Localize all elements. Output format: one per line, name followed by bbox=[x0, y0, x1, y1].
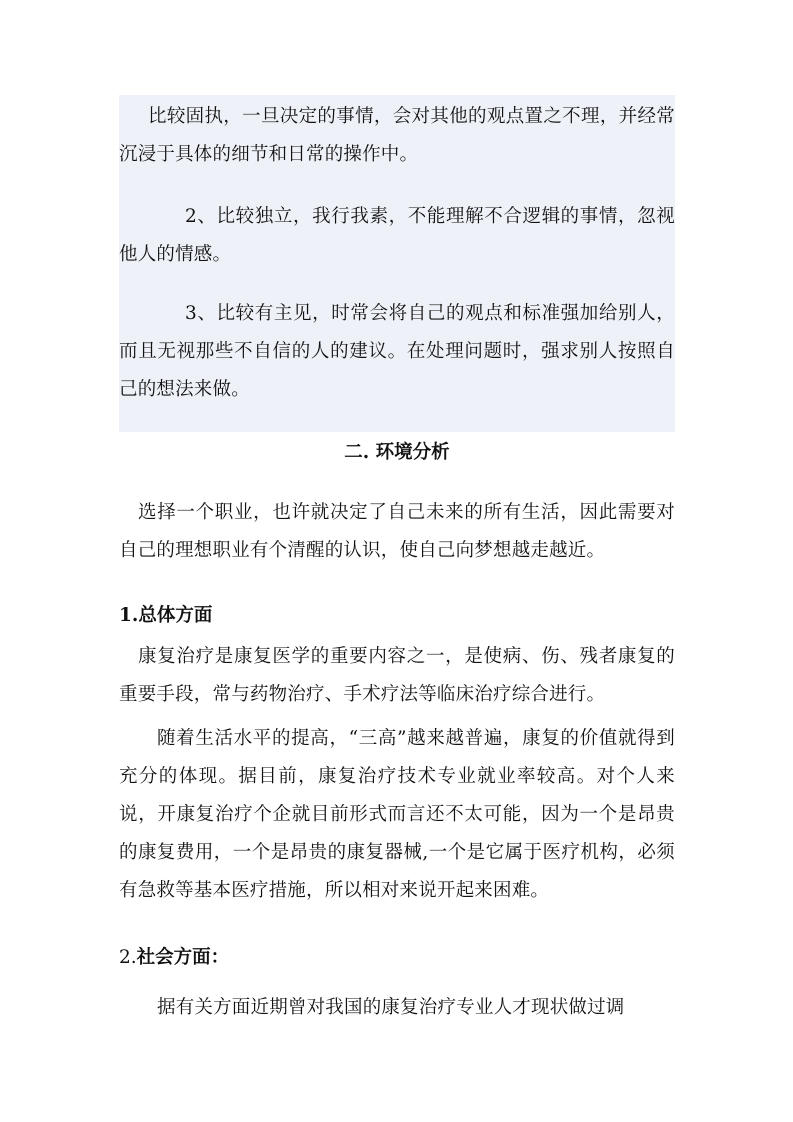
subsection-title: 社会方面： bbox=[136, 947, 230, 968]
subsection-heading-overall: 1.总体方面 bbox=[119, 605, 213, 626]
paragraph-stubborn: 比较固执，一旦决定的事情，会对其他的观点置之不理，并经常沉浸于具体的细节和日常的操作中。 bbox=[119, 106, 675, 165]
intro-paragraph: 选择一个职业，也许就决定了自己未来的所有生活，因此需要对自己的理想职业有个清醒的认识，使自己向梦想越走越近。 bbox=[119, 502, 675, 561]
paragraph-independent: 2、比较独立，我行我素，不能理解不合逻辑的事情，忽视他人的情感。 bbox=[119, 206, 675, 265]
subsection-heading-society bbox=[119, 939, 675, 977]
paragraph-rehab-value: 随着生活水平的提高，“三高”越来越普遍，康复的价值就得到充分的体现。据目前，康复治疗技术专业就业率较高。对个人来说，开康复治疗个企就目前形式而言还不太可能，因为一个是昂贵的康复费用，一个是昂贵的康复器械,一个是它属于医疗机构，必须有急救等基本医疗措施，所以相对来说开起来困难。 bbox=[119, 728, 675, 901]
paragraph-survey: 据有关方面近期曾对我国的康复治疗专业人才现状做过调 bbox=[157, 997, 625, 1018]
paragraph-rehab-definition: 康复治疗是康复医学的重要内容之一，是使病、伤、残者康复的重要手段，常与药物治疗、手术疗法等临床治疗综合进行。 bbox=[119, 646, 675, 705]
section-heading: 二. 环境分析 bbox=[344, 442, 450, 463]
paragraph-opinionated: 3、比较有主见，时常会将自己的观点和标准强加给别人，而且无视那些不自信的人的建议。在处理问题时，强求别人按照自己的想法来做。 bbox=[119, 303, 675, 400]
subsection-number: 2. bbox=[119, 947, 137, 968]
